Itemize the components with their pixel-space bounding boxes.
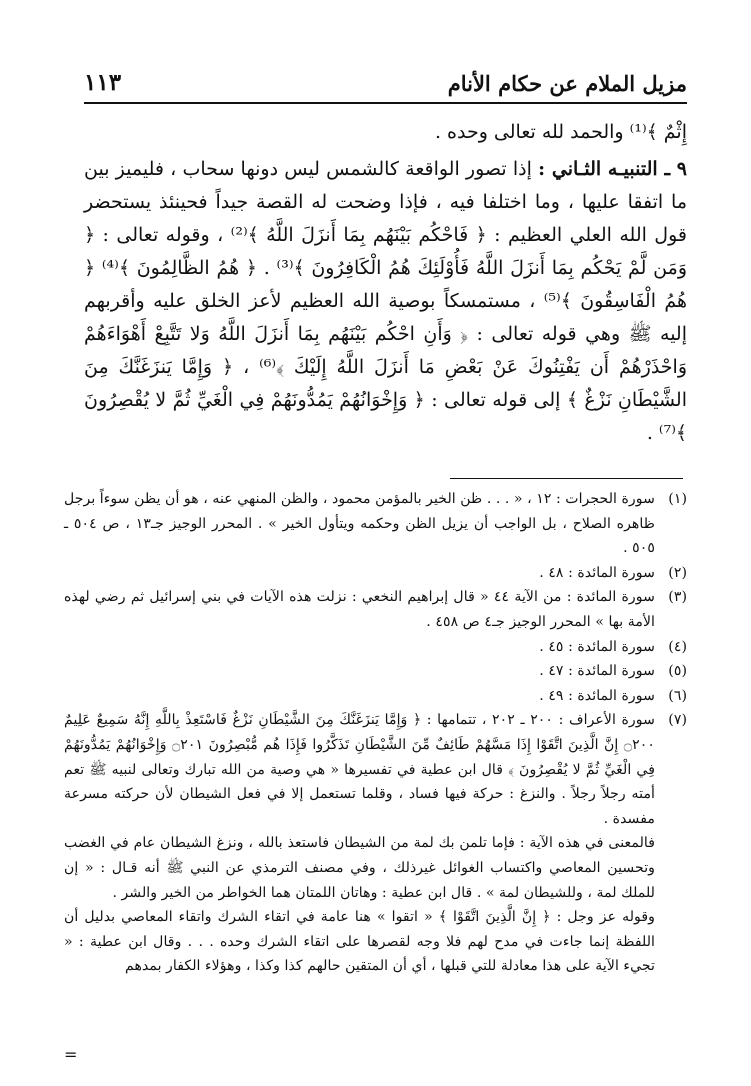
footnote-1 <box>64 487 687 561</box>
footnote-5 <box>64 659 687 684</box>
footnote-number: (٢) <box>668 564 687 581</box>
footnote-number: (٧) <box>668 712 687 729</box>
footnote-number: (٤) <box>668 638 687 655</box>
footnote-7-continuation: فالمعنى في هذه الآية : فإما تلمن بك لمة من الشيطان فاستعذ بالله ، ونزغ الشيطان عام في الغضب وتحسين المعاصي واكتساب الغوائل غيرذلك ، وفي مصنف الترمذي عن النبي ﷺ أنه قـال : « إن للملك لمة ، وللشيطان لمة » . قال ابن عطية : وهاتان اللمتان هما الخواطر من الخير والشر . <box>64 835 655 901</box>
footnote-4 <box>64 635 687 660</box>
page-header <box>84 64 687 104</box>
footnote-divider <box>450 478 683 479</box>
footnote-text: سورة الحجرات : ١٢ ، « . . . ظن الخير بالمؤمن محمود ، والظن المنهي عنه ، هو أن يظن سوءاً برجل ظاهره الصلاح ، بل الواجب أن يزيل الظن وحكمه ويتأول الخير » . المحرر الوجيز جـ١٣ ، ص ٥٠٤ ـ ٥٠٥ . <box>64 491 655 557</box>
running-title: مزيل الملام عن حكام الأنام <box>447 71 687 96</box>
footnote-number: (٦) <box>668 687 687 704</box>
footnote-number: (١) <box>668 491 687 507</box>
footnote-text: سورة المائدة : ٤٥ . <box>539 638 655 655</box>
main-text <box>84 116 687 454</box>
note-heading: ٩ ـ التنبيـه الثـاني : <box>538 158 687 180</box>
footnote-number: (٥) <box>668 663 687 680</box>
page-number: ١١٣ <box>84 69 122 96</box>
footnotes <box>64 487 687 979</box>
footnote-3 <box>64 585 687 634</box>
footnote-2 <box>64 561 687 586</box>
paragraph-continuation: إِثْمٌ ﴾⁽¹⁾ والحمد لله تعالى وحده . <box>434 121 687 143</box>
footnote-number: (٣) <box>668 589 687 606</box>
footnote-text: سورة المائدة : ٤٩ . <box>539 687 655 704</box>
footnote-7 <box>64 708 687 831</box>
footnote-text: سورة الأعراف : ٢٠٠ ـ ٢٠٢ ، تتمامها : ﴿ وَإِمَّا يَنزَغَنَّكَ مِنَ الشَّيْطَانِ نَزْغٌ فَاسْتَعِذْ بِاللَّهِ إِنَّهُ سَمِيعٌ عَلِيمٌ ۝٢٠٠ إِنَّ الَّذِينَ اتَّقَوْا إِذَا مَسَّهُمْ طَائِفٌ مِّنَ الشَّيْطَانِ تَذَكَّرُوا فَإِذَا هُم مُّبْصِرُونَ ۝٢٠١ وَإِخْوَانُهُمْ يَمُدُّونَهُمْ فِي الْغَيِّ ثُمَّ لا يُقْصِرُونَ ﴾ قال ابن عطية في تفسيرها « هي وصية من الله تبارك وتعالى لنبيه ﷺ تعم أمته رجلاً رجلاً . والنزغ : حركة فيها فساد ، وقلما تستعمل إلا في فعل الشيطان لأن حركته مسرعة مفسدة . <box>64 712 655 827</box>
paragraph-second-note <box>84 153 687 450</box>
footnote-6 <box>64 684 687 709</box>
note-body: إذا تصور الواقعة كالشمس ليس دونها سحاب ، فليميز بين ما اتفقا عليها ، وما اختلفا فيه ، فإذا وضحت له القصة جيداً فحينئذ يستحضر قول الله العلي العظيم : ﴿ فَاحْكُم بَيْنَهُم بِمَا أَنزَلَ اللَّهُ ﴾⁽²⁾ ، وقوله تعالى : ﴿ وَمَن لَّمْ يَحْكُم بِمَا أَنزَلَ اللَّهُ فَأُوْلَئِكَ هُمُ الْكَافِرُونَ ﴾⁽³⁾ . ﴿ هُمُ الظَّالِمُونَ ﴾⁽⁴⁾ ﴿ هُمُ الْفَاسِقُونَ ﴾⁽⁵⁾ ، مستمسكاً بوصية الله العظيم لأعز الخلق عليه وأقربهم إليه ﷺ وهي قوله تعالى : ﴿ وَأَنِ احْكُم بَيْنَهُم بِمَا أَنزَلَ اللَّهُ وَلا تَتَّبِعْ أَهْوَاءَهُمْ وَاحْذَرْهُمْ أَن يَفْتِنُوكَ عَنْ بَعْضِ مَا أَنزَلَ اللَّهُ إِلَيْكَ ﴾⁽⁶⁾ ، ﴿ وَإِمَّا يَنزَغَنَّكَ مِنَ الشَّيْطَانِ نَزْغٌ ﴾ إلى قوله تعالى : ﴿ وَإِخْوَانُهُمْ يَمُدُّونَهُمْ فِي الْغَيِّ ثُمَّ لا يُقْصِرُونَ ﴾⁽⁷⁾ . <box>84 158 688 444</box>
footnote-text: سورة المائدة : ٤٨ . <box>539 564 655 581</box>
footnote-text: سورة المائدة : ٤٧ . <box>539 663 655 680</box>
continuation-mark: = <box>64 1045 78 1064</box>
footnote-7-continuation: وقوله عز وجل : ﴿ إِنَّ الَّذِينَ اتَّقَوْا ﴾ « اتقوا » هنا عامة في اتقاء الشرك واتقاء المعاصي بدليل أن اللفظة إنما جاءت في مدح لهم فلا وجه لقصرها على اتقاء الشرك وحده . . . وقال ابن عطية : « تجيء الآية على هذا معادلة للتي قبلها ، أي أن المتقين حالهم كذا وكذا ، وهؤلاء الكفار بمدهم <box>64 909 655 975</box>
footnote-text: سورة المائدة : من الآية ٤٤ « قال إبراهيم النخعي : نزلت هذه الآيات في بني إسرائيل ثم رضي لهذه الأمة بها » المحرر الوجيز جـ٤ ص ٤٥٨ . <box>64 589 655 630</box>
